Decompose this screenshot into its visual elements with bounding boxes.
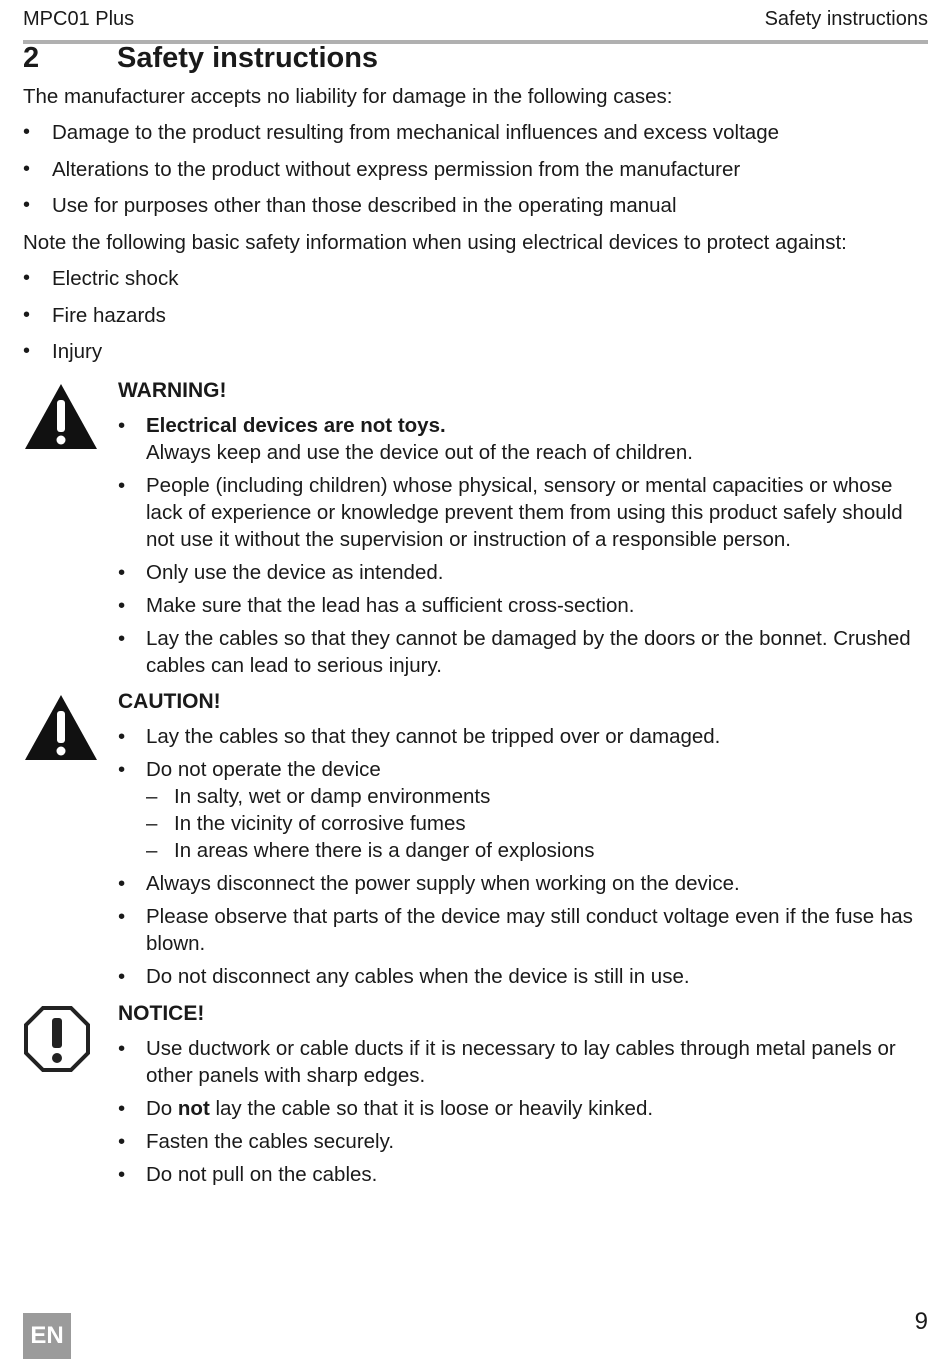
liability-item: Use for purposes other than those described in the operating manual: [52, 194, 677, 217]
page-number: 9: [914, 1308, 928, 1335]
bullet: •: [23, 340, 31, 362]
liability-item: Damage to the product resulting from mechanical influences and excess voltage: [52, 121, 780, 144]
section-title: Safety instructions: [117, 42, 379, 74]
sub-item: – In the vicinity of corrosive fumes: [146, 812, 466, 835]
emphasis-text: not: [177, 1097, 210, 1120]
notice-heading: NOTICE!: [118, 1002, 205, 1025]
bullet: •: [23, 304, 31, 326]
list-item: • Lay the cables so that they cannot be tripped over or damaged.: [118, 725, 721, 748]
warning-triangle-icon: [23, 382, 99, 452]
warning-heading: WARNING!: [118, 379, 227, 402]
emphasis-text: Electrical devices are not toys.: [146, 414, 446, 437]
list-item: • Use ductwork or cable ducts if it is necessary to lay cables through metal panels or other panels with sharp edges.: [118, 1037, 896, 1087]
section-heading: [23, 42, 378, 75]
list-item: • Do not lay the cable so that it is loose or heavily kinked.: [118, 1097, 654, 1120]
notice-list: [118, 1035, 928, 1188]
sub-list: [146, 783, 928, 864]
bullet: •: [23, 267, 31, 289]
protect-item: Fire hazards: [52, 304, 166, 327]
caution-heading: CAUTION!: [118, 690, 221, 713]
list-item: • Please observe that parts of the device may still conduct voltage even if the fuse has blown.: [118, 905, 913, 955]
protection-intro: Note the following basic safety information when using electrical devices to protect against:: [23, 231, 847, 254]
caution-triangle-icon: [23, 693, 99, 763]
caution-list: [118, 723, 928, 990]
sub-item: – In salty, wet or damp environments: [146, 785, 491, 808]
bullet: •: [23, 158, 31, 180]
liability-intro: The manufacturer accepts no liability for damage in the following cases:: [23, 85, 673, 108]
list-item: • Do not pull on the cables.: [118, 1163, 378, 1186]
page-header: [23, 6, 928, 44]
list-item: • Do not operate the device – In salty, wet or damp environments – In the vicinity of corrosive fumes – In areas where there is a danger of explosions: [118, 756, 928, 864]
list-item: • Only use the device as intended.: [118, 561, 444, 584]
language-tag: EN: [23, 1313, 71, 1359]
list-item: • Always disconnect the power supply when working on the device.: [118, 872, 740, 895]
notice-octagon-icon: [23, 1005, 91, 1073]
list-item: • Do not disconnect any cables when the device is still in use.: [118, 965, 690, 988]
protect-item: Injury: [52, 340, 103, 363]
product-name: MPC01 Plus: [23, 8, 135, 30]
warning-list: [118, 412, 928, 679]
bullet: •: [23, 194, 31, 216]
bullet: •: [23, 121, 31, 143]
section-number: 2: [23, 42, 40, 74]
list-item: • Fasten the cables securely.: [118, 1130, 395, 1153]
list-item: • Lay the cables so that they cannot be damaged by the doors or the bonnet. Crushed cables can lead to serious injury.: [118, 627, 911, 677]
chapter-name: Safety instructions: [764, 8, 928, 30]
list-item: • People (including children) whose physical, sensory or mental capacities or whose lack of experience or knowledge prevent them from using this product safely should not use it without the supervision or instruction of a responsible person.: [118, 474, 903, 551]
protect-item: Electric shock: [52, 267, 179, 290]
list-item: • Electrical devices are not toys. Always keep and use the device out of the reach of children.: [118, 414, 694, 464]
list-item: • Make sure that the lead has a sufficient cross-section.: [118, 594, 635, 617]
liability-item: Alterations to the product without express permission from the manufacturer: [52, 158, 741, 181]
sub-item: – In areas where there is a danger of explosions: [146, 839, 595, 862]
